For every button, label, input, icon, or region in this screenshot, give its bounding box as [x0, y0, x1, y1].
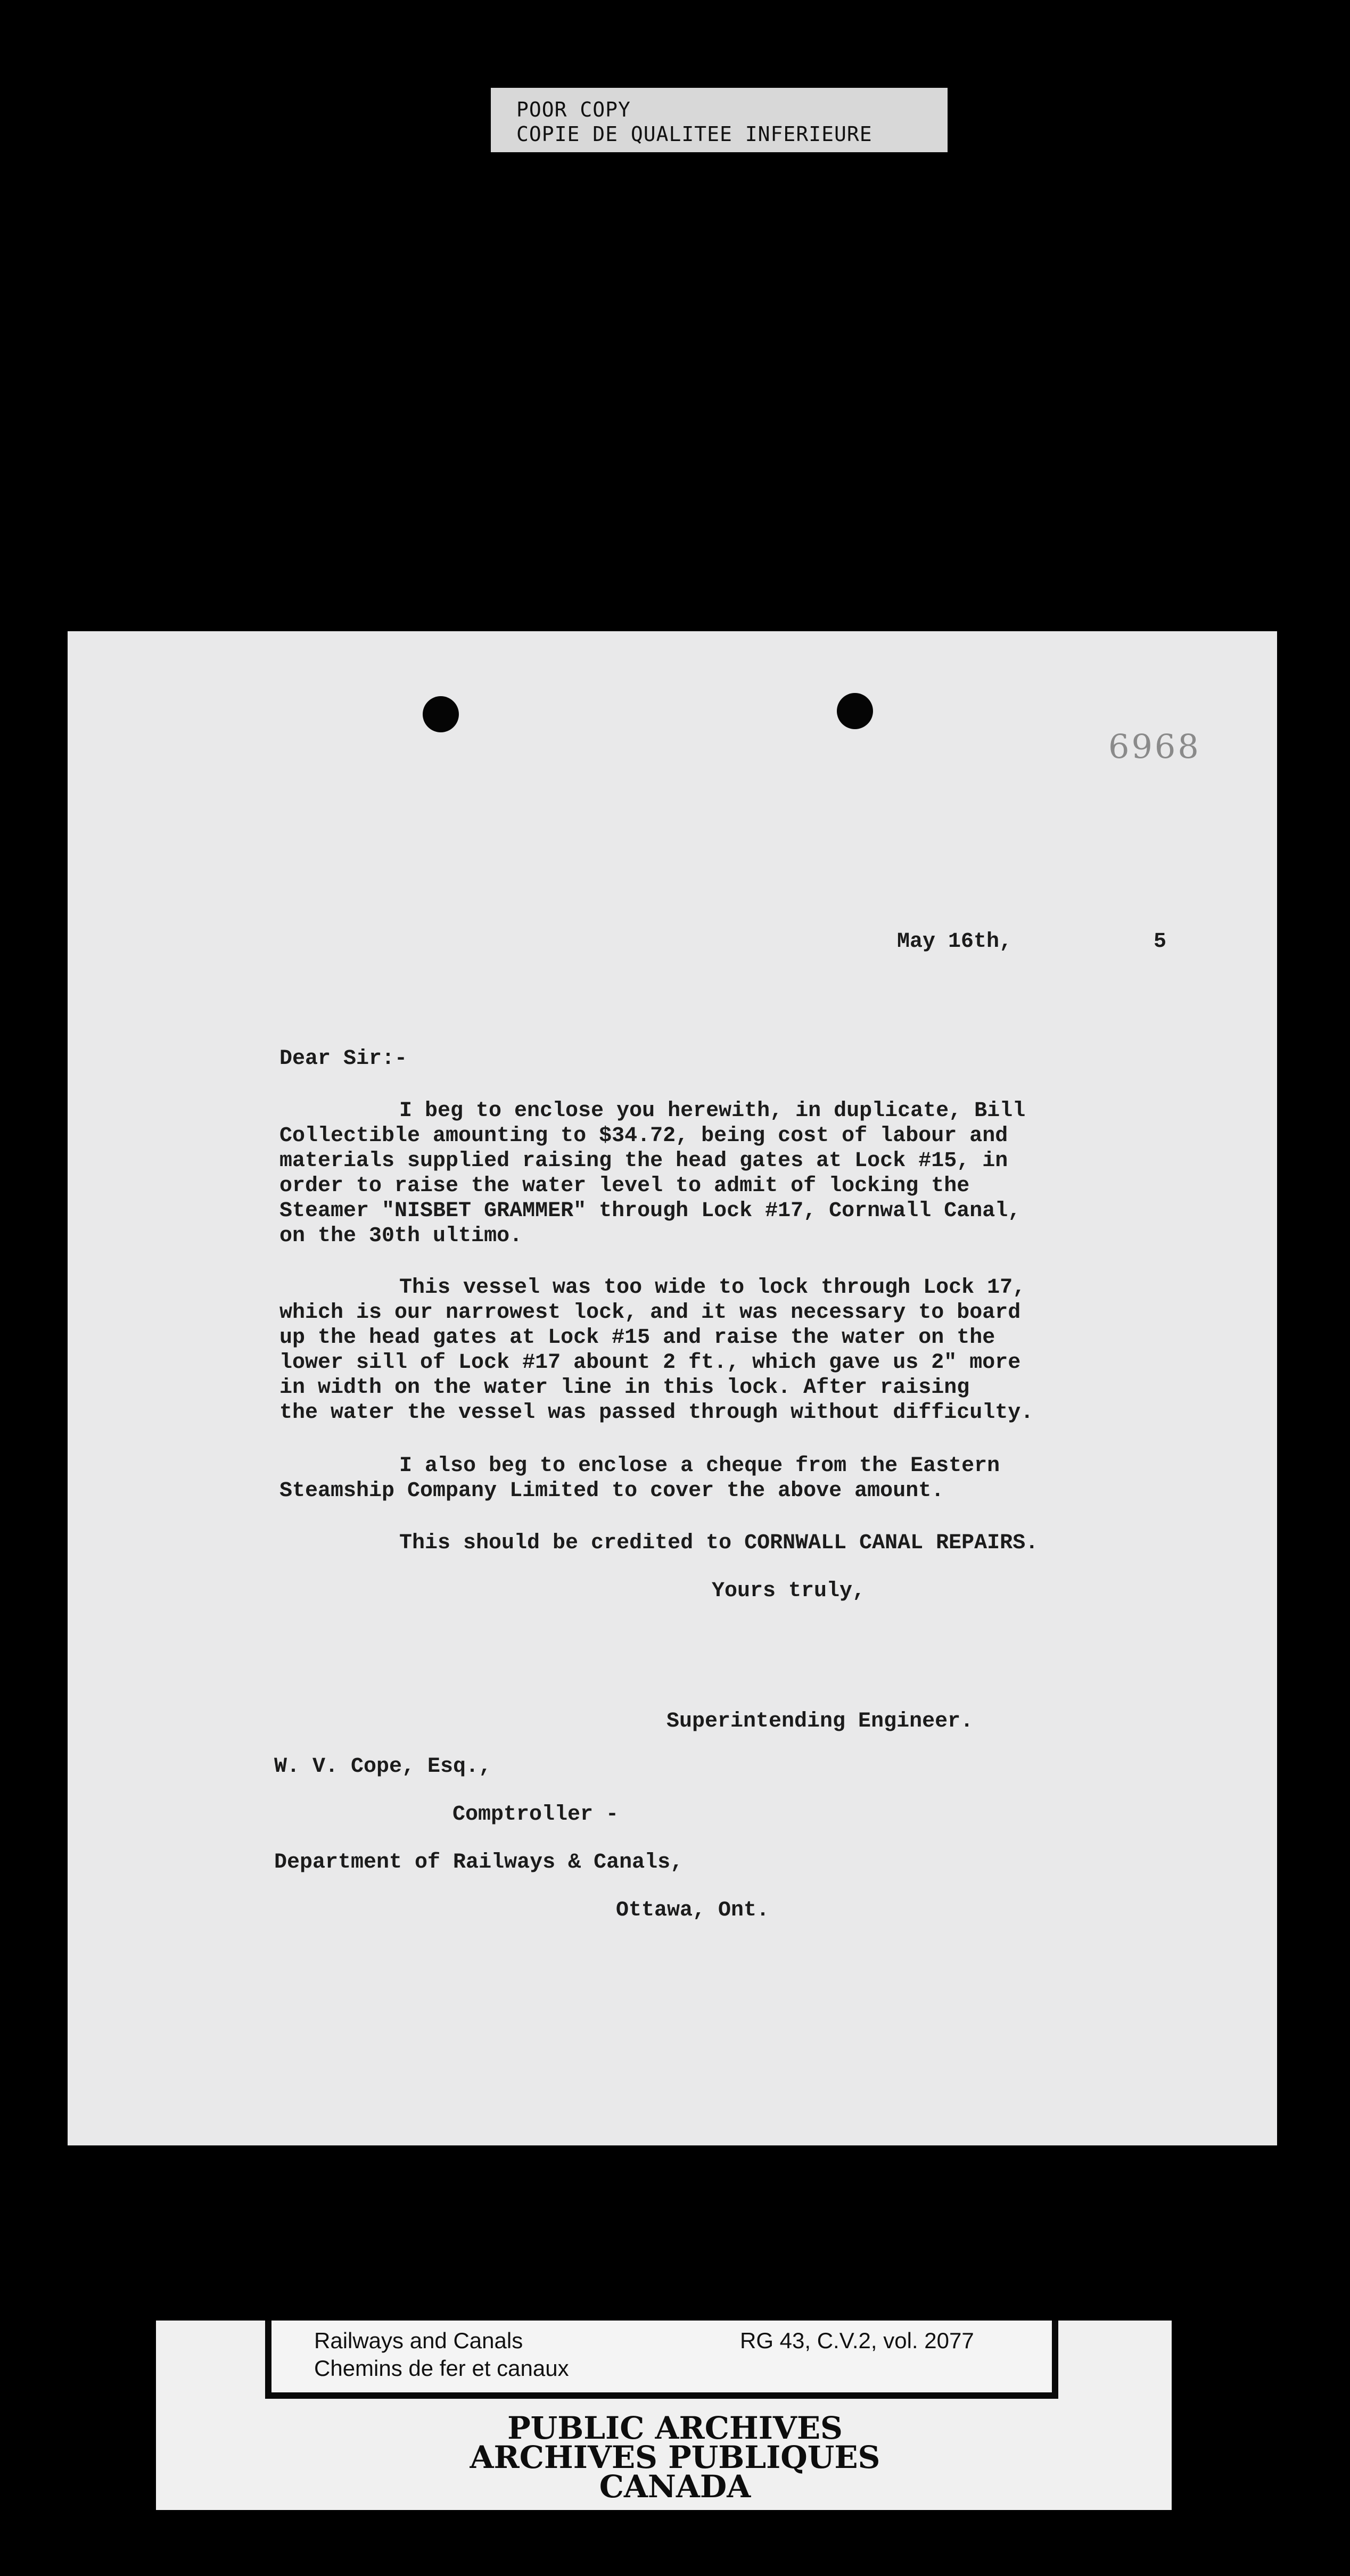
- addressee-department: Department of Railways & Canals,: [274, 1851, 684, 1875]
- addressee-title: Comptroller -: [452, 1803, 619, 1827]
- para2-line: which is our narrowest lock, and it was necessary to board: [279, 1301, 1021, 1325]
- para3-line: I also beg to enclose a cheque from the Eastern: [399, 1454, 1000, 1478]
- salutation: Dear Sir:-: [279, 1047, 408, 1071]
- archives-country: CANADA: [599, 2468, 751, 2505]
- poor-copy-notice: [491, 88, 948, 152]
- signature-title: Superintending Engineer.: [666, 1710, 974, 1733]
- addressee-city: Ottawa, Ont.: [616, 1898, 770, 1922]
- letter-date-suffix: 5: [1154, 930, 1167, 954]
- para2-line: This vessel was too wide to lock through Lock 17,: [399, 1276, 1026, 1300]
- paragraph-1: [279, 1099, 1025, 1249]
- paragraph-3: [279, 1454, 1000, 1504]
- para2-line: the water the vessel was passed through without difficulty.: [279, 1401, 1034, 1425]
- letter-sheet: [68, 631, 1277, 2145]
- para1-line: order to raise the water level to admit of locking the: [279, 1174, 970, 1198]
- para1-line: I beg to enclose you herewith, in duplicate, Bill: [399, 1099, 1026, 1123]
- para1-line: materials supplied raising the head gates at Lock #15, in: [279, 1149, 1008, 1173]
- para3-line: Steamship Company Limited to cover the above amount.: [279, 1479, 944, 1503]
- archives-title-en: PUBLIC ARCHIVES: [507, 2410, 843, 2446]
- para1-line: Collectible amounting to $34.72, being cost of labour and: [279, 1124, 1008, 1148]
- punch-hole-right: [837, 693, 873, 729]
- addressee-name: W. V. Cope, Esq.,: [274, 1755, 492, 1779]
- closing: Yours truly,: [712, 1579, 866, 1603]
- archives-title-fr: ARCHIVES PUBLIQUES: [470, 2439, 880, 2475]
- file-number-stamp: 6968: [1108, 727, 1201, 766]
- archive-reference: RG 43, C.V.2, vol. 2077: [740, 2328, 974, 2353]
- poor-copy-line-en: POOR COPY: [516, 98, 631, 121]
- credit-instruction: This should be credited to CORNWALL CANAL REPAIRS.: [399, 1531, 1039, 1555]
- archive-reference-card: [265, 2321, 1058, 2399]
- poor-copy-line-fr: COPIE DE QUALITEE INFERIEURE: [516, 122, 872, 146]
- para2-line: lower sill of Lock #17 abount 2 ft., which gave us 2" more: [279, 1351, 1021, 1375]
- para1-line: Steamer "NISBET GRAMMER" through Lock #17, Cornwall Canal,: [279, 1199, 1021, 1223]
- paragraph-2: [279, 1275, 1033, 1425]
- para2-line: up the head gates at Lock #15 and raise the water on the: [279, 1326, 995, 1350]
- para2-line: in width on the water line in this lock. After raising: [279, 1376, 970, 1400]
- para1-line: on the 30th ultimo.: [279, 1224, 523, 1248]
- department-name-fr: Chemins de fer et canaux: [314, 2356, 569, 2381]
- department-name-en: Railways and Canals: [314, 2328, 523, 2353]
- letter-date: May 16th,: [897, 930, 1012, 954]
- punch-hole-left: [423, 696, 459, 732]
